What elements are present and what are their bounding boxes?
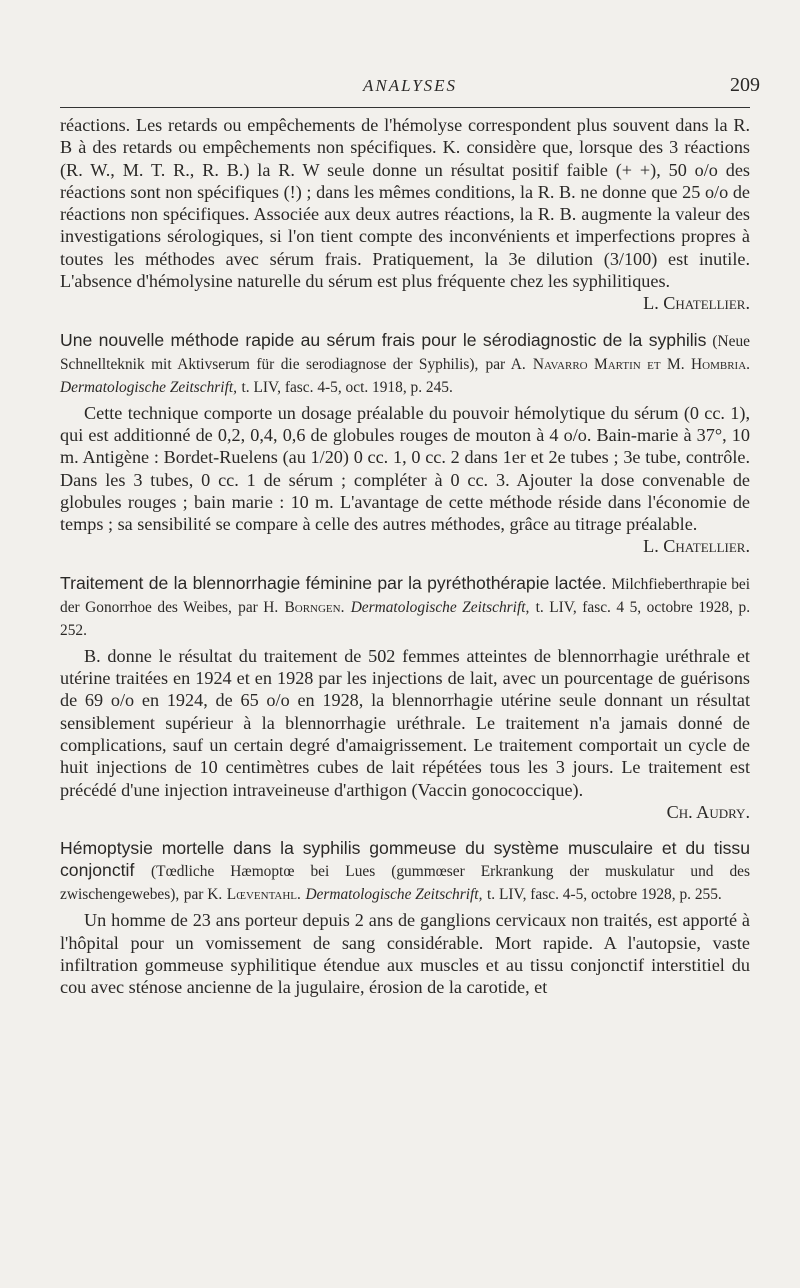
article-1-details: t. LIV, fasc. 4-5, oct. 1918, p. 245. xyxy=(241,378,453,396)
article-1 xyxy=(60,329,750,558)
article-2-details: t. LIV, fasc. 4 5, octobre 1928, p. 252. xyxy=(60,598,751,639)
article-2-authors: Borngen. xyxy=(284,598,345,616)
article-3-heading xyxy=(60,837,750,905)
article-3-authors: Lœventahl. xyxy=(226,886,301,904)
page-content xyxy=(60,114,750,999)
article-1-authors: Navarro Martin et M. Hombria. xyxy=(532,355,750,373)
intro-signature: L. Chatellier. xyxy=(643,293,750,314)
article-2-par: par H. xyxy=(238,598,279,616)
article-1-par: par A. xyxy=(485,355,526,373)
article-2-body: B. donne le résultat du traitement de 502 femmes atteintes de blennorrhagie uréthrale et utérine traitées en 1924 et en 1928 par les injections de lait, avec un pourcentage de guérisons de 69 o/o en 1924, de 65 o/o en 1928, la blennorrhagie utérine seule donnant un résultat sensiblement supérieur à la blennorrhagie uréthrale. Le traitement n'a jamais donné de complications, sauf un certain degré d'amaigrissement. Le traitement comportait un cycle de huit injections de 10 centimètres cubes de lait répétées tous les 3 jours. Le traitement est précédé d'une injection intraveineuse d'arthigon (Vaccin gonococcique). xyxy=(60,645,750,800)
article-2-signature: Ch. Audry. xyxy=(666,801,750,822)
article-2-title: Traitement de la blennorrhagie féminine par la pyréthothérapie lactée. xyxy=(60,572,607,593)
header-rule xyxy=(60,107,750,108)
article-1-journal: Dermatologische Zeitschrift, xyxy=(60,378,237,396)
article-1-heading xyxy=(60,329,750,398)
article-2-heading xyxy=(60,572,750,641)
article-2 xyxy=(60,572,750,823)
article-1-title: Une nouvelle méthode rapide au sérum frais pour le sérodiagnostic de la syphilis xyxy=(60,329,707,350)
article-3-details: t. LIV, fasc. 4-5, octobre 1928, p. 255. xyxy=(486,886,722,904)
article-3-body: Un homme de 23 ans porteur depuis 2 ans de ganglions cervicaux non traités, est apporté à l'hôpital pour un vomissement de sang considérable. Mort rapide. A l'autopsie, vaste infiltration gommeuse syphilitique étendue aux muscles et au tissu conjonctif interstitiel du cou avec sténose ancienne de la jugulaire, érosion de la carotide, et xyxy=(60,910,750,998)
article-3-original-title: (Tœdliche Hæmoptœ bei Lues (gummœser Erkrankung der muskulatur und des zwischengewebes), xyxy=(60,863,750,904)
article-2-original-title: Milchfieberthrapie bei der Gonorrhoe des Weibes, xyxy=(60,575,751,616)
article-1-body: Cette technique comporte un dosage préalable du pouvoir hémolytique du sérum (0 cc. 1), qui est additionné de 0,2, 0,4, 0,6 de globules rouges de mouton à 4 o/o. Bain-marie à 37°, 10 m. Antigène : Bordet-Ruelens (au 1/20) 0 cc. 1, 0 cc. 2 dans 1er et 2e tubes ; 3e tube, contrôle. Dans les 3 tubes, 0 cc. 1 de sérum ; compléter à 0 cc. 3. Ajouter la dose convenable de globules rouges ; bain marie : 10 m. L'avantage de cette méthode réside dans l'économie de temps ; sa sensibilité se compare à celle des autres méthodes, grâce au titrage préalable. xyxy=(60,402,750,535)
page-number: 209 xyxy=(730,74,760,96)
intro-text: réactions. Les retards ou empêchements de l'hémolyse correspondent plus souvent dans la R. B à des retards ou empêchements non spécifiques. K. considère que, lorsque des 3 réactions (R. W., M. T. R., R. B.) la R. W seule donne un résultat positif faible (+ +), 50 o/o des réactions sont non spécifiques (!) ; dans les mêmes conditions, la R. B. ne donne que 25 o/o de réactions non spécifiques. Associée aux deux autres réactions, la R. B. augmente la valeur des investigations sérologiques, si l'on tient compte des inconvénients et imperfections propres à toutes les méthodes avec sérum frais. Pratiquement, la 3e dilution (3/100) est inutile. L'absence d'hémolysine naturelle du sérum est plus fréquente chez les syphilitiques. xyxy=(60,115,750,292)
article-1-signature: L. Chatellier. xyxy=(643,536,750,557)
article-1-original-title: (Neue Schnellteknik mit Aktivserum für die serodiagnose der Syphilis), xyxy=(60,332,751,373)
article-2-journal: Dermatologische Zeitschrift, xyxy=(350,598,530,616)
article-3 xyxy=(60,837,750,998)
article-3-journal: Dermatologische Zeitschrift, xyxy=(305,886,483,904)
running-title: ANALYSES xyxy=(362,76,458,95)
article-3-par: par K. xyxy=(183,886,223,904)
article-3-title: Hémoptysie mortelle dans la syphilis gommeuse du système musculaire et du tissu conjonctif xyxy=(60,838,750,881)
page-header xyxy=(60,74,760,100)
intro-paragraph xyxy=(60,114,750,314)
